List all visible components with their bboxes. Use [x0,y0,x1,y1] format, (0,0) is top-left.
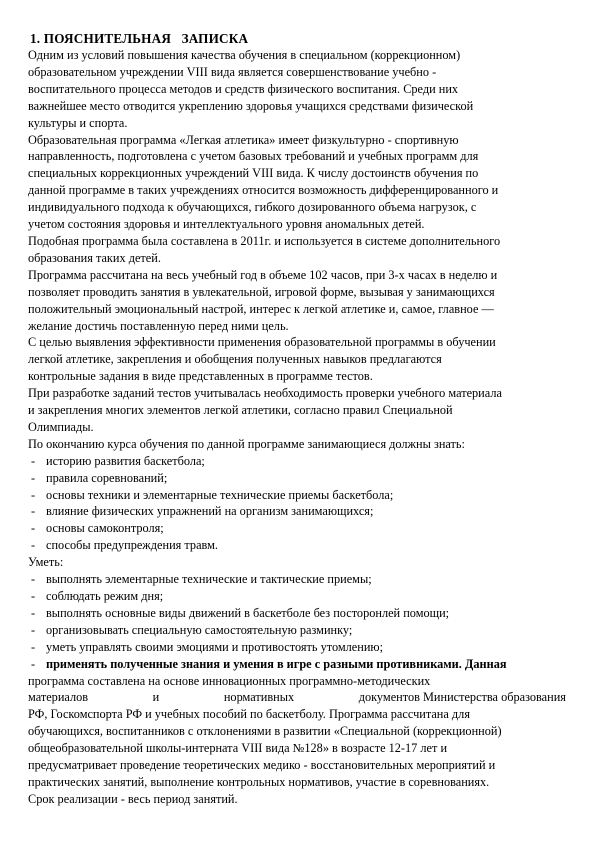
list-item: - основы самоконтроля; [31,521,164,536]
text-line: Срок реализации - весь период занятий. [28,791,238,806]
paragraph-basis [28,673,566,808]
list-item: - основы техники и элементарные технические приемы баскетбола; [31,487,394,502]
section-title: 1. ПОЯСНИТЕЛЬНАЯ ЗАПИСКА [30,31,249,46]
paragraph-schedule [28,267,566,335]
list-item: - организовывать специальную самостоятельную разминку; [31,622,353,637]
text-line: желание достичь поставленную перед ними цель. [28,318,289,333]
text-line: обучающихся, воспитанников с отклонениями в развитии «Специальной (коррекционной) [28,724,502,739]
list-item: - правила соревнований; [31,470,168,485]
list-item: - соблюдать режим дня; [31,589,164,603]
skills-list [28,571,566,672]
document-body [28,30,566,808]
list-item: - выполнять элементарные технические и тактические приемы; [31,572,372,587]
text-line: воспитательного процесса методов и средств физического воспитания. Среди них [28,81,459,96]
paragraph-history [28,233,566,267]
text-line: важнейшее место отводится укреплению здоровья учащихся средствами физической [28,98,474,113]
text-line: образования таких детей. [28,250,161,265]
paragraph-efficiency [28,334,566,385]
text-line: общеобразовательной школы-интерната VIII вида №128» в возрасте 12-17 лет и [28,741,448,756]
text-line: С целью выявления эффективности применения образовательной программы в обучении [28,335,496,350]
paragraph-tests [28,385,566,436]
text-line: учетом состояния здоровья и интеллектуального уровня аномальных детей. [28,217,425,232]
text-line: Образовательная программа «Легкая атлетика» имеет физкультурно - спортивную [28,132,459,147]
text-line: практических занятий, выполнение контрольных нормативов, участие в соревнованиях. [28,774,490,789]
text-line: Одним из условий повышения качества обучения в специальном (коррекционном) [28,48,461,62]
text-line: данной программе в таких учреждениях относится возможность дифференцированного и [28,183,499,198]
text-line: образовательном учреждении VIII вида является совершенствование учебно - [28,64,437,79]
list-item: - влияние физических упражнений на организм занимающихся; [31,504,374,519]
skills-intro: Уметь: [28,555,64,570]
list-item: - уметь управлять своими эмоциями и противостоять утомлению; [31,639,384,654]
list-item: - выполнять основные виды движений в баскетболе без посторонлей помощи; [31,605,450,620]
text-line: позволяет проводить занятия в увлекательной, игровой форме, вызывая у занимающихся [28,284,495,299]
text-line: направленность, подготовлена с учетом базовых требований и учебных программ для [28,149,479,164]
know-intro: По окончанию курса обучения по данной программе занимающиеся должны знать: [28,436,465,451]
text-line: предусматривает проведение теоретических медико - восстановительных мероприятий и [28,758,496,773]
justified-line: материалов и нормативных документов Министерства образования [28,690,566,705]
text-line: контрольные задания в виде представленных в программе тестов. [28,369,373,384]
text-line: индивидуального подхода к обучающихся, гибкого дозированного объема нагрузок, с [28,200,477,215]
paragraph-intro [28,47,566,132]
list-item: - историю развития баскетбола; [31,453,205,468]
paragraph-program [28,132,566,233]
text-line: легкой атлетике, закрепления и обобщения полученных навыков предлагаются [28,352,442,367]
list-item: - способы предупреждения травм. [31,538,218,553]
know-list [28,453,566,554]
text-line: специальных коррекционных учреждений VIII вида. К числу достоинств обучения по [28,166,479,181]
text-line: культуры и спорта. [28,115,128,130]
text-line: Подобная программа была составлена в 2011г. и используется в системе дополнительного [28,233,501,248]
text-line: положительный эмоциональный настрой, интерес к легкой атлетике и, самое, главное — [28,301,494,316]
text-line: Олимпиады. [28,419,94,434]
list-item: - применять полученные знания и умения в игре с разными противниками. Данная [31,656,507,671]
text-line: и закрепления многих элементов легкой атлетики, согласно правил Специальной [28,403,453,418]
text-line: Программа рассчитана на весь учебный год в объеме 102 часов, при 3-х часах в неделю и [28,267,498,282]
text-line: При разработке заданий тестов учитывалась необходимость проверки учебного материала [28,386,502,401]
text-line: РФ, Госкомспорта РФ и учебных пособий по баскетболу. Программа рассчитана для [28,707,470,722]
text-line: программа составлена на основе инновационных программно-методических [28,673,431,688]
